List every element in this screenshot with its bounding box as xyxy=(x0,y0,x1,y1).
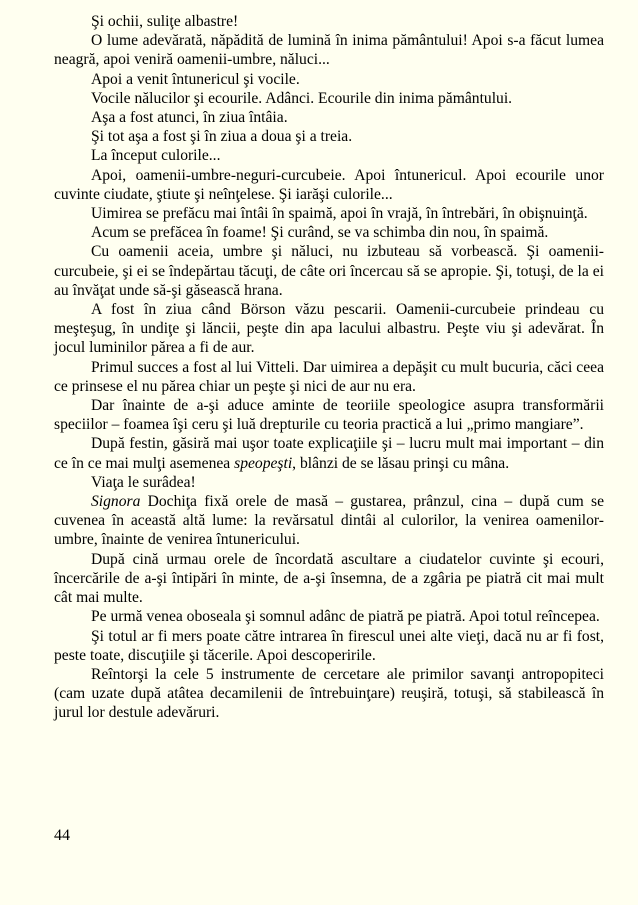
paragraph: A fost în ziua când Börson văzu pescarii. Oamenii-curcubeie prindeau cu meşteşug, în undiţe şi lăncii, peşte din apa lacului albastru. Peşte viu şi adevărat. În jocul luminilor părea a fi de aur. xyxy=(54,301,604,357)
paragraph: Primul succes a fost al lui Vitteli. Dar uimirea a depăşit cu mult bucuria, căci ceea ce prinsese el nu părea chiar un peşte şi nici de aur nu era. xyxy=(54,358,604,395)
paragraph: Aşa a fost atunci, în ziua întâia. xyxy=(91,109,288,127)
paragraph: Reîntorşi la cele 5 instrumente de cercetare ale primilor savanţi antropopiteci (cam uzate după atâtea decamilenii de întrebuinţare) reuşiră, totuşi, să stabilească în jurul lor destule adevăruri. xyxy=(54,665,604,722)
paragraph-speopesti xyxy=(54,434,604,472)
page-number: 44 xyxy=(54,827,70,844)
paragraph: Viaţa le surâdea! xyxy=(91,473,196,491)
paragraph-text: Dochiţa fixă orele de masă – gustarea, prânzul, cina – după cum se cuvenea în această altă lume: la revărsatul dintâi al culorilor, la venirea oamenilor-umbre, înainte de venirea întunericului. xyxy=(54,493,604,549)
paragraph: Uimirea se prefăcu mai întâi în spaimă, apoi în vrajă, în întrebări, în obişnuinţă. xyxy=(91,205,588,223)
paragraph: Şi tot aşa a fost şi în ziua a doua şi a treia. xyxy=(91,128,353,146)
paragraph: Cu oamenii aceia, umbre şi năluci, nu izbuteau să vorbească. Şi oamenii-curcubeie, şi ei se îndepărtau tăcuţi, de câte ori încercau să se apropie. Şi, totuşi, de la ei au învăţat unde să-şi găsească hrana. xyxy=(54,243,604,299)
body-text xyxy=(54,12,604,723)
paragraph: Dar înainte de a-şi aduce aminte de teoriile speologice asupra transformării speciilor – foamea îşi ceru şi luă drepturile cu teoria practică a lui „primo mangiare”. xyxy=(54,397,604,434)
paragraph-signora xyxy=(54,492,604,550)
paragraph: Şi ochii, suliţe albastre! xyxy=(91,13,239,30)
paragraph-text: După festin, găsiră mai uşor toate explicaţiile şi – lucru mult mai important – din ce în ce mai mulţi asemenea xyxy=(54,435,604,472)
paragraph-text: , blânzi de se lăsau prinşi cu mâna. xyxy=(292,454,510,472)
paragraph: Acum se prefăcea în foame! Şi curând, se va schimba din nou, în spaimă. xyxy=(91,224,549,242)
paragraph: La început culorile... xyxy=(91,147,221,165)
paragraph: Pe urmă venea oboseala şi somnul adânc de piatră pe piatră. Apoi totul reîncepea. xyxy=(91,608,600,626)
paragraph: Apoi, oamenii-umbre-neguri-curcubeie. Apoi întunericul. Apoi ecourile unor cuvinte ciudate, ştiute şi neînţelese. Şi iarăşi culorile... xyxy=(54,166,604,203)
paragraph: Şi totul ar fi mers poate către intrarea în firescul unei alte vieţi, dacă nu ar fi fost, peste toate, discuţiile şi tăcerile. Apoi descoperirile. xyxy=(54,627,604,664)
paragraph: O lume adevărată, năpădită de lumină în inima pământului! Apoi s-a făcut lumea neagră, apoi veniră oamenii-umbre, năluci... xyxy=(54,32,604,69)
paragraph: După cină urmau orele de încordată ascultare a ciudatelor cuvinte şi ecouri, încercările de a-şi întipări în minte, de a-şi însemna, de a zgâria pe piatră cit mai mult cât mai multe. xyxy=(54,550,604,607)
italic-term: Signora xyxy=(91,493,141,511)
paragraph: Vocile nălucilor şi ecourile. Adânci. Ecourile din inima pământului. xyxy=(91,89,513,107)
paragraph: Apoi a venit întunericul şi vocile. xyxy=(91,70,300,88)
italic-term: speopeşti xyxy=(234,454,293,472)
